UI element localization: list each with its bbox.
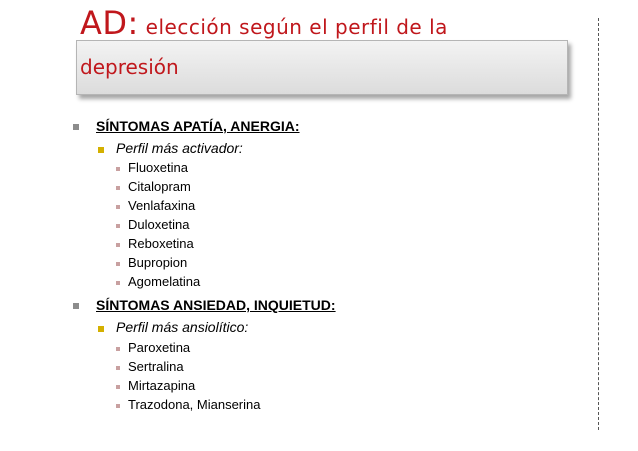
right-divider (598, 18, 600, 430)
square-bullet-icon (73, 303, 79, 309)
square-bullet-icon (116, 224, 120, 228)
list-item: Citalopram (128, 179, 191, 194)
section-heading: SÍNTOMAS APATÍA, ANERGIA: (96, 118, 300, 134)
square-bullet-icon (116, 186, 120, 190)
list-item: Reboxetina (128, 236, 194, 251)
square-bullet-icon (116, 243, 120, 247)
section-heading: SÍNTOMAS ANSIEDAD, INQUIETUD: (96, 297, 336, 313)
square-bullet-icon (116, 167, 120, 171)
square-bullet-icon (116, 366, 120, 370)
slide-title-line1 (80, 6, 448, 44)
list-item: Bupropion (128, 255, 188, 270)
square-bullet-icon (98, 147, 104, 153)
square-bullet-icon (116, 347, 120, 351)
list-item: Trazodona, Mianserina (128, 397, 261, 412)
title-rest: elección según el perfil de la (138, 15, 448, 39)
list-item: Venlafaxina (128, 198, 196, 213)
square-bullet-icon (116, 385, 120, 389)
list-item: Duloxetina (128, 217, 190, 232)
square-bullet-icon (73, 124, 79, 130)
list-item: Fluoxetina (128, 160, 188, 175)
square-bullet-icon (116, 205, 120, 209)
slide-title-line2: depresión (80, 55, 179, 79)
list-item: Agomelatina (128, 274, 201, 289)
section-subheading: Perfil más ansiolítico: (116, 319, 249, 335)
list-item: Mirtazapina (128, 378, 196, 393)
square-bullet-icon (116, 262, 120, 266)
list-item: Paroxetina (128, 340, 191, 355)
square-bullet-icon (116, 281, 120, 285)
title-prefix: AD: (80, 4, 139, 42)
square-bullet-icon (98, 326, 104, 332)
section-subheading: Perfil más activador: (116, 140, 243, 156)
list-item: Sertralina (128, 359, 184, 374)
square-bullet-icon (116, 404, 120, 408)
